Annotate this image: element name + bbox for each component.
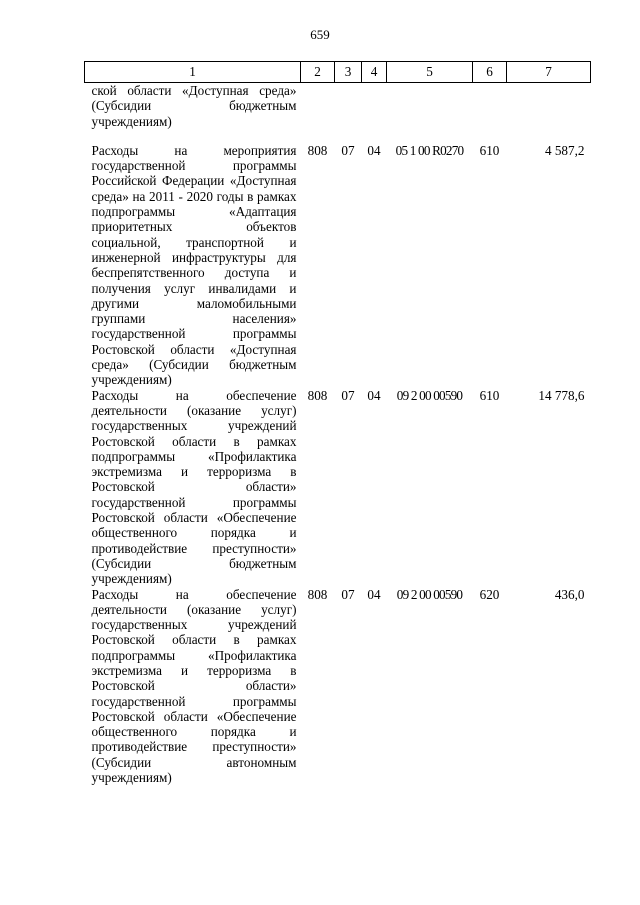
row-ministry-code: 808 [307,387,328,403]
header-col-2: 2 [301,62,335,83]
row-description: Расходы на обеспечение деятельности (оказание услуг) государственных учреждений Ростовской области в рамках подпрограммы «Профилактика экстремизма и терроризма в Ростовской области» государственной программы Ростовской области «Обеспечение общественного порядка и противодействие преступности» (Субсидии бюджетным учреждениям) [91,387,297,587]
row-amount: 436,0 [554,586,585,602]
row-amount: 4 587,2 [544,142,585,158]
row-description: Расходы на обеспечение деятельности (оказание услуг) государственных учреждений Ростовской области в рамках подпрограммы «Профилактика экстремизма и терроризма в Ростовской области» государственной программы Ростовской области «Обеспечение общественного порядка и противодействие преступности» (Субсидии автономным учреждениям) [91,586,297,786]
table-body [85,83,591,786]
row-target-code: 05 1 00 R0270 [395,142,464,158]
row-target-code: 09 2 00 00590 [396,387,463,403]
header-col-6: 6 [473,62,507,83]
table-row [85,143,591,388]
table-header [85,62,591,83]
row-ministry-code: 808 [307,142,328,158]
row-section-code: 07 [341,586,355,602]
header-col-7: 7 [507,62,591,83]
row-description: Расходы на мероприятия государственной программы Российской Федерации «Доступная среда» на 2011 - 2020 годы в рамках подпрограммы «Адаптация приоритетных объектов социальной, транспортной и инженерной инфраструктуры для беспрепятственного доступа и получения услуг инвалидами и другими маломобильными группами населения» государственной программы Ростовской области «Доступная среда» (Субсидии бюджетным учреждениям) [91,142,297,388]
row-expense-type: 610 [479,142,500,158]
page-number: 659 [310,27,330,42]
table-row-continuation [85,83,591,143]
row-subsection-code: 04 [367,586,381,602]
row-target-code: 09 2 00 00590 [396,586,463,602]
row-expense-type: 610 [479,387,500,403]
budget-table [84,61,591,785]
continuation-description: ской области «Доступная среда» (Субсидии бюджетным учреждениям) [91,83,297,129]
row-section-code: 07 [341,142,355,158]
table-row [85,388,591,587]
row-ministry-code: 808 [307,586,328,602]
table-row [85,587,591,786]
row-subsection-code: 04 [367,387,381,403]
row-subsection-code: 04 [367,142,381,158]
row-amount: 14 778,6 [538,387,585,403]
row-expense-type: 620 [479,586,500,602]
row-section-code: 07 [341,387,355,403]
header-col-3: 3 [335,62,362,83]
header-col-4: 4 [362,62,387,83]
header-col-5: 5 [387,62,473,83]
header-row [85,62,591,83]
header-col-1: 1 [85,62,301,83]
